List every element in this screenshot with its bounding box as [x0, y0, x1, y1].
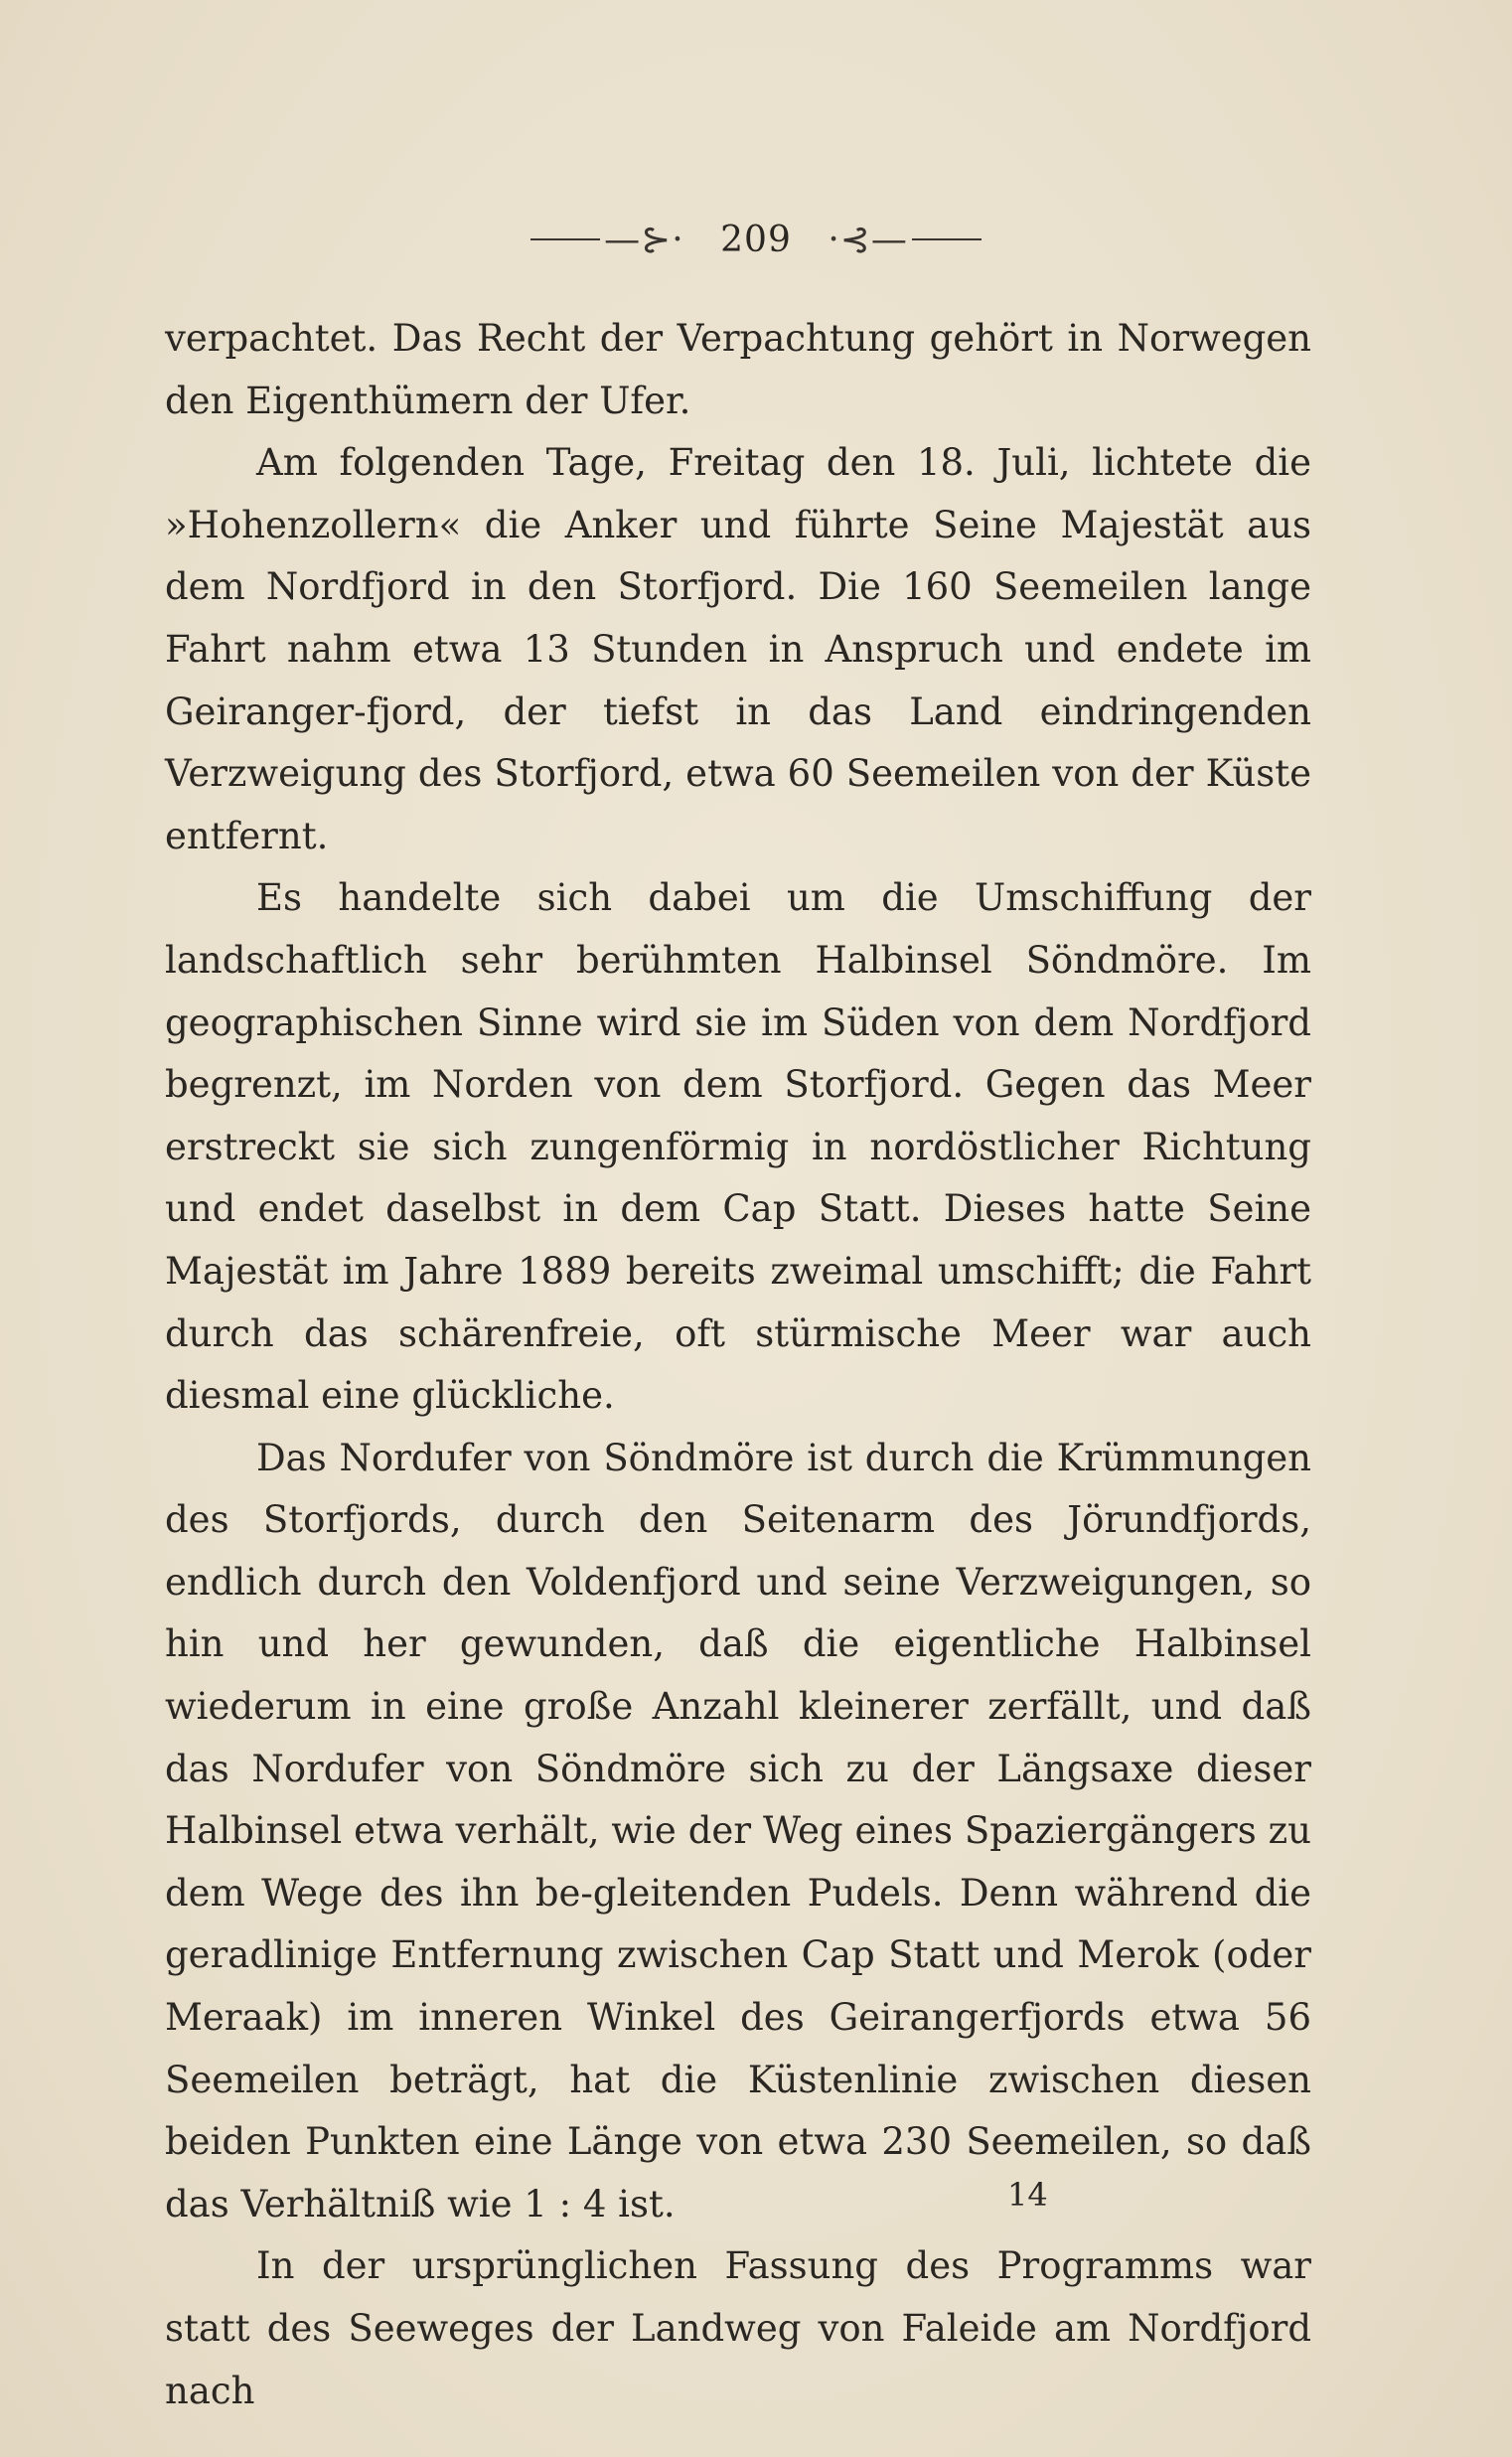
header-rule-left — [530, 238, 600, 240]
signature-mark: 14 — [1007, 2176, 1048, 2214]
paragraph: In der ursprünglichen Fassung des Programms war statt des Seeweges der Landweg von Faleide am Nordfjord nach — [165, 2244, 1311, 2412]
paragraph: Es handelte sich dabei um die Umschiffung der landschaftlich sehr berühmten Halbinsel Söndmöre. Im geographischen Sinne wird sie im Süden von dem Nordfjord begrenzt, im Norden von dem Storfjord. Gegen das Meer erstreckt sie sich zungenförmig in nordöstlicher Richtung und endet daselbst in dem Cap Statt. Dieses hatte Seine Majestät im Jahre 1889 bereits zweimal umschifft; die Fahrt durch das schärenfreie, oft stürmische Meer war auch diesmal eine glückliche. — [165, 876, 1311, 1418]
paragraph-continuation: verpachtet. Das Recht der Verpachtung gehört in Norwegen den Eigenthümern der Ufer. — [165, 317, 1311, 422]
header-ornament-left: —⊱· — [604, 219, 684, 260]
body-text — [165, 308, 1311, 2422]
header-rule-right — [912, 238, 982, 240]
page-number: 209 — [720, 219, 792, 260]
header-ornament-right: ·⊰— — [828, 219, 908, 260]
paragraph: Am folgenden Tage, Freitag den 18. Juli, lichtete die »Hohenzollern« die Anker und führte Seine Majestät aus dem Nordfjord in den Storfjord. Die 160 Seemeilen lange Fahrt nahm etwa 13 Stunden in Anspruch und endete im Geiranger-fjord, der tiefst in das Land eindringenden Verzweigung des Storfjord, etwa 60 Seemeilen von der Küste entfernt. — [165, 441, 1311, 857]
paragraph: Das Nordufer von Söndmöre ist durch die Krümmungen des Storfjords, durch den Seitenarm des Jörundfjords, endlich durch den Voldenfjord und seine Verzweigungen, so hin und her gewunden, daß die eigentliche Halbinsel wiederum in eine große Anzahl kleinerer zerfällt, und daß das Nordufer von Söndmöre sich zu der Längsaxe dieser Halbinsel etwa verhält, wie der Weg eines Spaziergängers zu dem Wege des ihn be-gleitenden Pudels. Denn während die geradlinige Entfernung zwischen Cap Statt und Merok (oder Meraak) im inneren Winkel des Geirangerfjords etwa 56 Seemeilen beträgt, hat die Küstenlinie zwischen diesen beiden Punkten eine Länge von etwa 230 Seemeilen, so daß das Verhältniß wie 1 : 4 ist. — [165, 1436, 1311, 2226]
running-header — [0, 217, 1512, 260]
